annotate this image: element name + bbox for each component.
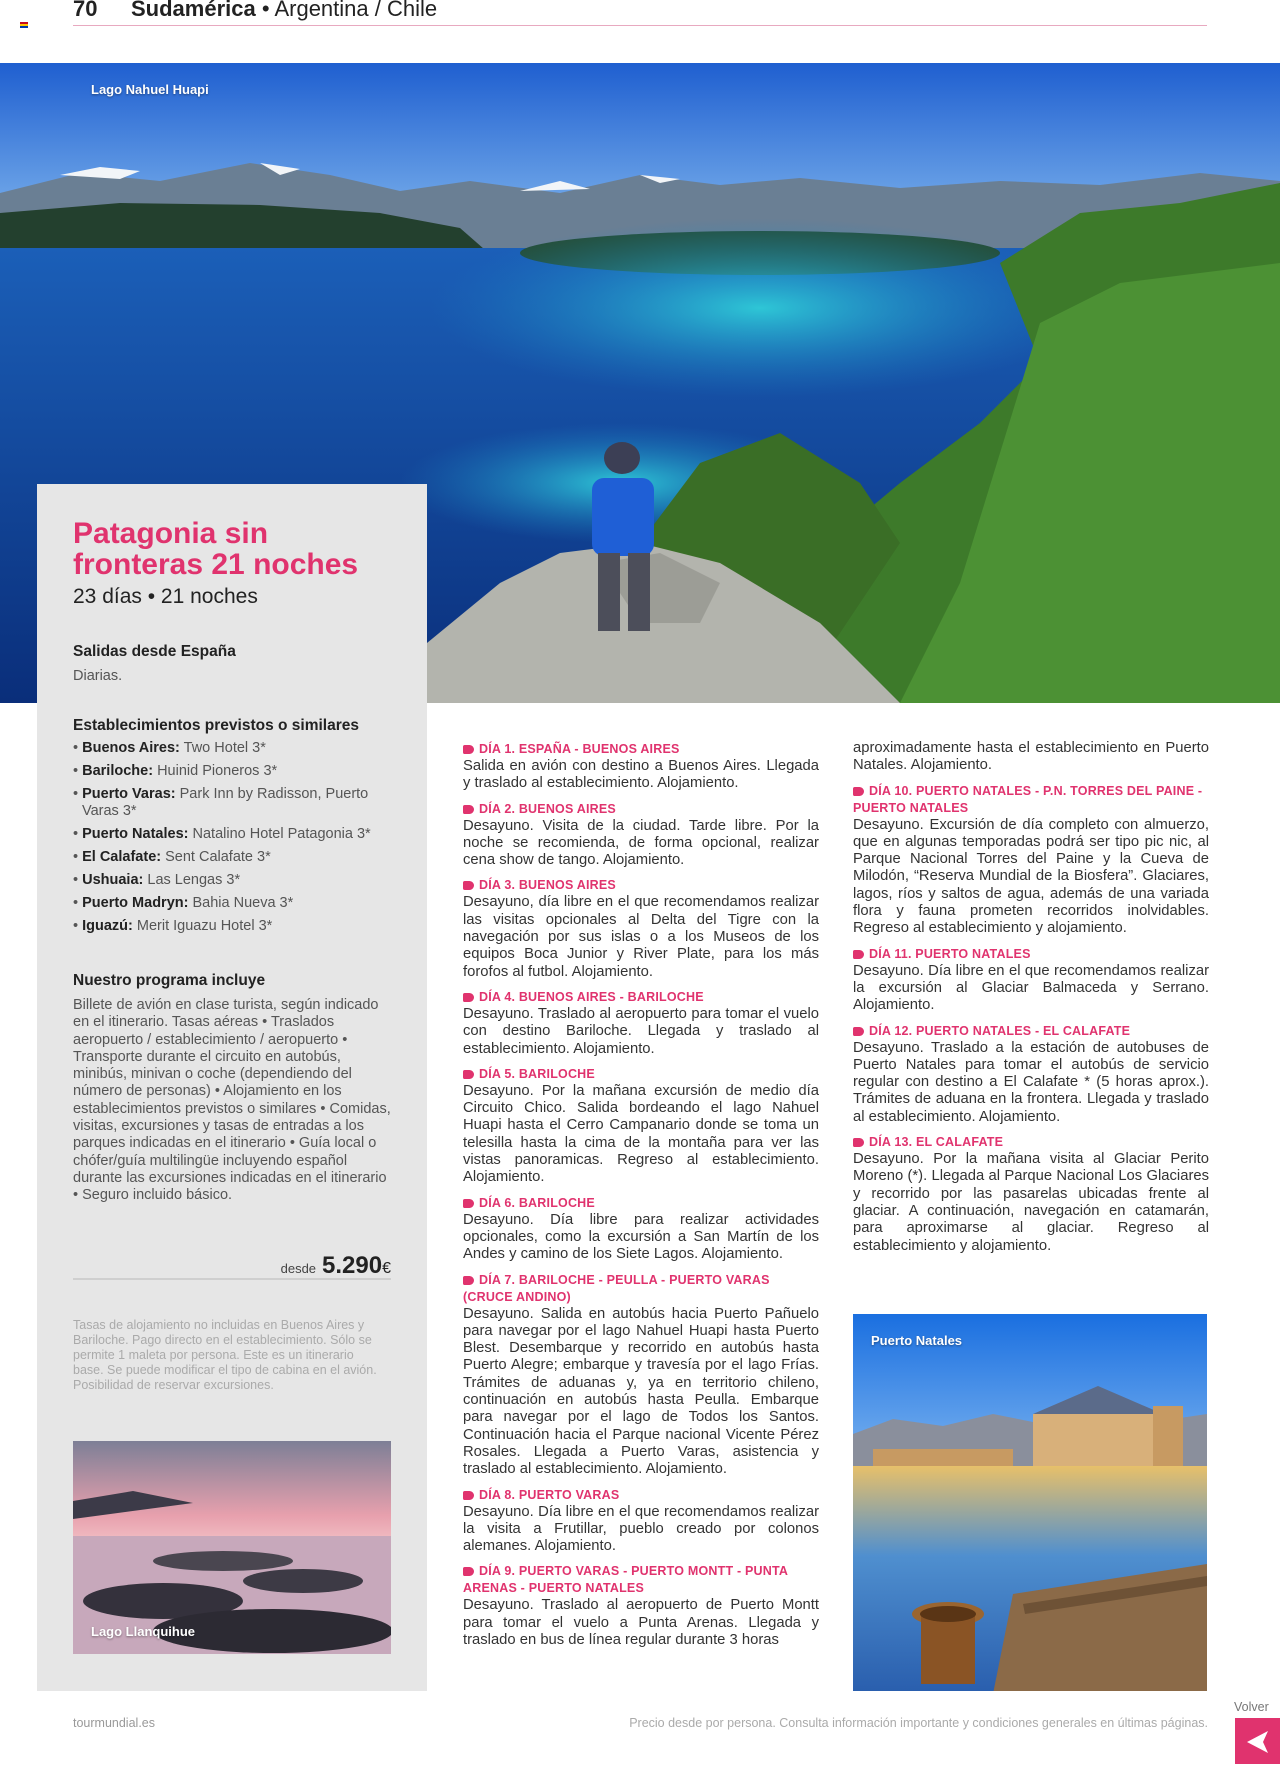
tour-title: Patagonia sin fronteras 21 noches [73,517,359,581]
arrow-tag-icon [463,993,474,1002]
day-title: DÍA 11. PUERTO NATALES [853,946,1209,963]
back-label[interactable]: Volver [1234,1700,1269,1714]
arrow-tag-icon [463,1199,474,1208]
day-title: DÍA 2. BUENOS AIRES [463,801,819,818]
hotel-item: • Puerto Natales: Natalino Hotel Patagonia 3* [73,826,371,842]
day-entry: DÍA 7. BARILOCHE - PEULLA - PUERTO VARAS (CRUCE ANDINO) Desayuno. Salida en autobús hacia Puerto Pañuelo para navegar por el lago Nahuel Huapi hasta Puerto Blest. Desembarque y recorrido en autobús hasta Puerto Alegre; embarque y travesía por el lago Frías. Trámites de aduanas y, ya en territorio chileno, continuación en autobús hasta Peulla. Embarque para navegar por el lago de Todos los Santos. Continuación hacia el Parque nacional Vicente Pérez Rosales. Llegada a Puerto Varas, asistencia y traslado al establecimiento. Alojamiento. [463,1272,819,1478]
day-entry: DÍA 3. BUENOS AIRES Desayuno, día libre en el que recomendamos realizar las visitas opcionales al Delta del Tigre con la navegación por sus islas o a los Museos de los equipos Boca Junior y River Plate, para los más forofos al futbol. Alojamiento. [463,878,819,980]
day-title: DÍA 1. ESPAÑA - BUENOS AIRES [463,741,819,758]
day-entry: DÍA 5. BARILOCHE Desayuno. Por la mañana excursión de medio día Circuito Chico. Salida bordeando el lago Nahuel Huapi hasta el Cerro Campanario donde se toma un telesilla hasta la cima de la montaña para ver las vistas panoramicas. Regreso al establecimiento. Alojamiento. [463,1066,819,1186]
hotel-item: • Iguazú: Merit Iguazu Hotel 3* [73,918,273,934]
page-header [73,0,1207,26]
day-entry: DÍA 11. PUERTO NATALES Desayuno. Día libre en el que recomendamos realizar la excursión al Glaciar Balmaceda y Serrano. Alojamiento. [853,946,1209,1014]
hotel-item: • Puerto Madryn: Bahia Nueva 3* [73,895,294,911]
arrow-tag-icon [463,881,474,890]
puerto-natales-photo [853,1314,1207,1691]
lake-thumbnail [73,1441,391,1654]
arrow-tag-icon [463,1070,474,1079]
site-link[interactable]: tourmundial.es [73,1716,155,1730]
hotel-item: • Bariloche: Huinid Pioneros 3* [73,763,278,779]
includes-text: Billete de avión en clase turista, según indicado en el itinerario. Tasas aéreas • Traslados aeropuerto / establecimiento / aeropuerto • Transporte durante el circuito en autobús, minibús, minivan o coche (dependiendo del número de personas) • Alojamiento en los establecimientos previstos o similares • Comidas, visitas, excursiones y tasas de entradas a los parques indicadas en el itinerario • Guía local o chófer/guía multilingüe incluyendo español durante las excursiones indicadas en el itinerario • Seguro incluido básico. [73,997,391,1204]
thumb-caption: Lago Llanquihue [91,1624,195,1639]
day-title: DÍA 9. PUERTO VARAS - PUERTO MONTT - PUNTA ARENAS - PUERTO NATALES [463,1564,788,1596]
day-entry: DÍA 1. ESPAÑA - BUENOS AIRES Salida en avión con destino a Buenos Aires. Llegada y traslado al establecimiento. Alojamiento. [463,742,819,792]
hotel-item: • El Calafate: Sent Calafate 3* [73,849,271,865]
includes-heading: Nuestro programa incluye [73,972,266,989]
price-currency: € [382,1260,391,1277]
price-label: desde [280,1261,317,1276]
day-entry: DÍA 2. BUENOS AIRES Desayuno. Visita de la ciudad. Tarde libre. Por la noche se recomienda, de forma opcional, realizar cena show de tango. Alojamiento. [463,801,819,869]
arrow-tag-icon [853,950,864,959]
footer-disclaimer: Precio desde por persona. Consulta información importante y condiciones generales en últimas páginas. [629,1716,1208,1730]
arrow-tag-icon [853,787,864,796]
departures-text: Diarias. [73,668,123,684]
flag-icon [20,22,28,28]
day-title: DÍA 4. BUENOS AIRES - BARILOCHE [463,989,819,1006]
day-title: DÍA 12. PUERTO NATALES - EL CALAFATE [853,1023,1209,1040]
page-title: Sudamérica • Argentina / Chile [131,0,437,22]
hotels-heading: Establecimientos previstos o similares [73,717,360,734]
itinerary-column-2 [853,740,1209,1263]
countries-label: Argentina / Chile [274,0,438,21]
price-amount: 5.290 [322,1252,383,1279]
tour-duration: 23 días • 21 noches [73,585,258,608]
hotel-item: • Buenos Aires: Two Hotel 3* [73,740,266,756]
day-title: DÍA 7. BARILOCHE - PEULLA - PUERTO VARAS (CRUCE ANDINO) [463,1272,770,1304]
photo-caption: Puerto Natales [871,1333,963,1348]
back-arrow-icon [1235,1718,1280,1764]
hotel-item: • Ushuaia: Las Lengas 3* [73,872,241,888]
day-title: DÍA 8. PUERTO VARAS [463,1487,819,1504]
itinerary-column-1 [463,741,819,1657]
day-entry: DÍA 12. PUERTO NATALES - EL CALAFATE Desayuno. Traslado a la estación de autobuses de Puerto Natales para tomar el autobús de servicio regular con destino a El Calafate * (5 horas aprox.). Trámites de aduana en la frontera. Llegada y traslado al establecimiento. Alojamiento. [853,1023,1209,1125]
arrow-tag-icon [853,1027,864,1036]
hotel-item: • Puerto Varas: Park Inn by Radisson, Puerto Varas 3* [73,786,369,819]
day-entry: DÍA 4. BUENOS AIRES - BARILOCHE Desayuno. Traslado al aeropuerto para tomar el vuelo con destino Bariloche. Llegada y traslado al establecimiento. Alojamiento. [463,989,819,1057]
arrow-tag-icon [463,805,474,814]
day-continuation: aproximadamente hasta el establecimiento en Puerto Natales. Alojamiento. [853,740,1209,774]
price [73,1252,391,1280]
region-label: Sudamérica [131,0,256,21]
day-entry: DÍA 9. PUERTO VARAS - PUERTO MONTT - PUNTA ARENAS - PUERTO NATALES Desayuno. Traslado al aeropuerto de Puerto Montt para tomar el vuelo a Punta Arenas. Llegada y traslado en bus de línea regular durante 3 horas [463,1564,819,1648]
day-entry: DÍA 8. PUERTO VARAS Desayuno. Día libre en el que recomendamos realizar la visita a Frutillar, pueblo creado por colonos alemanes. Alojamiento. [463,1487,819,1555]
day-entry: DÍA 10. PUERTO NATALES - P.N. TORRES DEL PAINE - PUERTO NATALES Desayuno. Excursión de día completo con almuerzo, que en algunas temporadas podrá ser tipo pic nic, al Parque Nacional Torres del Paine y la Cueva de Milodón, “Reserva Mundial de la Biosfera”. Glaciares, lagos, ríos y saltos de agua, además de una variada flora y fauna prometen recorridos inolvidables. Regreso al establecimiento y alojamiento. [853,783,1209,937]
arrow-tag-icon [463,1567,474,1576]
day-entry: DÍA 6. BARILOCHE Desayuno. Día libre para realizar actividades opcionales, como la excursión a San Martín de los Andes y camino de los Siete Lagos. Alojamiento. [463,1195,819,1263]
day-entry: DÍA 13. EL CALAFATE Desayuno. Por la mañana visita al Glaciar Perito Moreno (*). Llegada al Parque Nacional Los Glaciares y recorrido por las pasarelas ubicadas frente al glaciar. A continuación, navegación en catamarán, para aproximarse al glaciar. Regreso al establecimiento y alojamiento. [853,1135,1209,1254]
arrow-tag-icon [853,1138,864,1147]
arrow-tag-icon [463,1276,474,1285]
day-title: DÍA 3. BUENOS AIRES [463,877,819,894]
arrow-tag-icon [463,745,474,754]
page-number: 70 [73,0,98,21]
day-title: DÍA 10. PUERTO NATALES - P.N. TORRES DEL PAINE - PUERTO NATALES [853,783,1203,815]
hotels-list [73,740,403,941]
day-title: DÍA 6. BARILOCHE [463,1195,819,1212]
day-title: DÍA 5. BARILOCHE [463,1066,819,1083]
fine-print-note: Tasas de alojamiento no incluidas en Buenos Aires y Bariloche. Pago directo en el establecimiento. Sólo se permite 1 maleta por persona. Este es un itinerario base. Se puede modificar el tipo de cabina en el avión. Posibilidad de reservar excursiones. [73,1318,377,1392]
back-button[interactable] [1235,1718,1280,1764]
departures-heading: Salidas desde España [73,643,236,660]
day-title: DÍA 13. EL CALAFATE [853,1134,1209,1151]
arrow-tag-icon [463,1491,474,1500]
hero-caption: Lago Nahuel Huapi [91,82,209,97]
